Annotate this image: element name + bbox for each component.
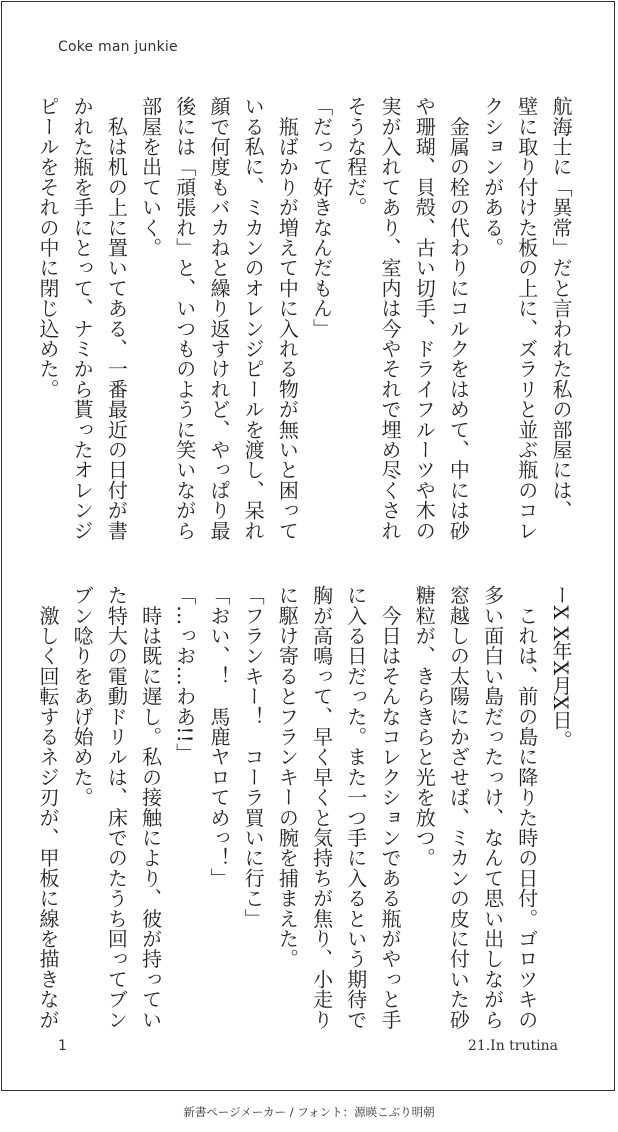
- text-line: いる私に、ミカンのオレンジピールを渡し、呆れ: [241, 96, 266, 541]
- text-line: 多い面白い島だったっけ、なんて思い出しながら: [480, 585, 505, 1030]
- text-line: 瓶ばかりが増えて中に入れる物が無いと困って: [275, 96, 300, 541]
- text-line: 胸が高鳴って、早く早くと気持ちが焦り、小走り: [309, 585, 334, 1030]
- book-page: [1, 1, 615, 1091]
- upper-text-block: [35, 96, 578, 541]
- running-title: Coke man junkie: [58, 39, 178, 55]
- text-line: 部屋を出ていく。: [138, 96, 163, 258]
- text-line: 今日はそんなコレクションである瓶がやっと手: [377, 585, 402, 1030]
- text-line: た特大の電動ドリルは、床でのたうち回ってブン: [104, 585, 129, 1030]
- text-line: 「…っお…わあ!!」: [172, 585, 197, 764]
- text-line: かれた瓶を手にとって、ナミから貰ったオレンジ: [70, 96, 95, 541]
- text-line: に入る日だった。また一つ手に入るという期待で: [343, 585, 368, 1030]
- text-line: ピールをそれの中に閉じ込めた。: [35, 96, 60, 399]
- page-number: 1: [58, 1038, 67, 1054]
- text-line: クションがある。: [480, 96, 505, 258]
- text-line: に駆け寄るとフランキーの腕を捕まえた。: [275, 585, 300, 969]
- text-line: 「おい、！ 馬鹿ヤロてめっ！」: [206, 585, 231, 888]
- text-line: 窓越しの太陽にかざせば、ミカンの皮に付いた砂: [446, 585, 471, 1030]
- text-line: 激しく回転するネジ刃が、甲板に線を描きなが: [35, 585, 60, 1030]
- text-line: 「フランキー！ コーラ買いに行こ」: [241, 585, 266, 929]
- text-line: 時は既に遅し。私の接触により、彼が持ってい: [138, 585, 163, 1030]
- text-line: や珊瑚、貝殻、古い切手、ドライフルーツや木の: [412, 96, 437, 541]
- chapter-label: 21.In trutina: [467, 1038, 558, 1054]
- text-line: そうな程だ。: [343, 96, 368, 218]
- text-line: ーX X年X月X日。: [549, 585, 573, 751]
- text-line: 顔で何度もバカねと繰り返すけれど、やっぱり最: [206, 96, 231, 541]
- text-line: 私は机の上に置いてある、一番最近の日付が書: [104, 96, 129, 541]
- text-line: 糖粒が、きらきらと光を放つ。: [412, 585, 437, 868]
- text-line: 「だって好きなんだもん」: [309, 96, 334, 339]
- lower-text-block: [35, 585, 578, 1030]
- text-line: 金属の栓の代わりにコルクをはめて、中には砂: [446, 96, 471, 541]
- text-line: 実が入れてあり、室内は今やそれで埋め尽くされ: [377, 96, 402, 541]
- text-line: これは、前の島に降りた時の日付。ゴロツキの: [514, 585, 539, 1030]
- text-line: ブン唸りをあげ始めた。: [70, 585, 95, 808]
- app-credit: 新書ページメーカー / フォント：源暎こぶり明朝: [183, 1105, 435, 1119]
- text-line: 後には「頑張れ」と、いつものように笑いながら: [172, 96, 197, 541]
- text-line: 壁に取り付けた板の上に、ズラリと並ぶ瓶のコレ: [514, 96, 539, 541]
- text-line: 航海士に「異常」だと言われた私の部屋には、: [549, 96, 573, 521]
